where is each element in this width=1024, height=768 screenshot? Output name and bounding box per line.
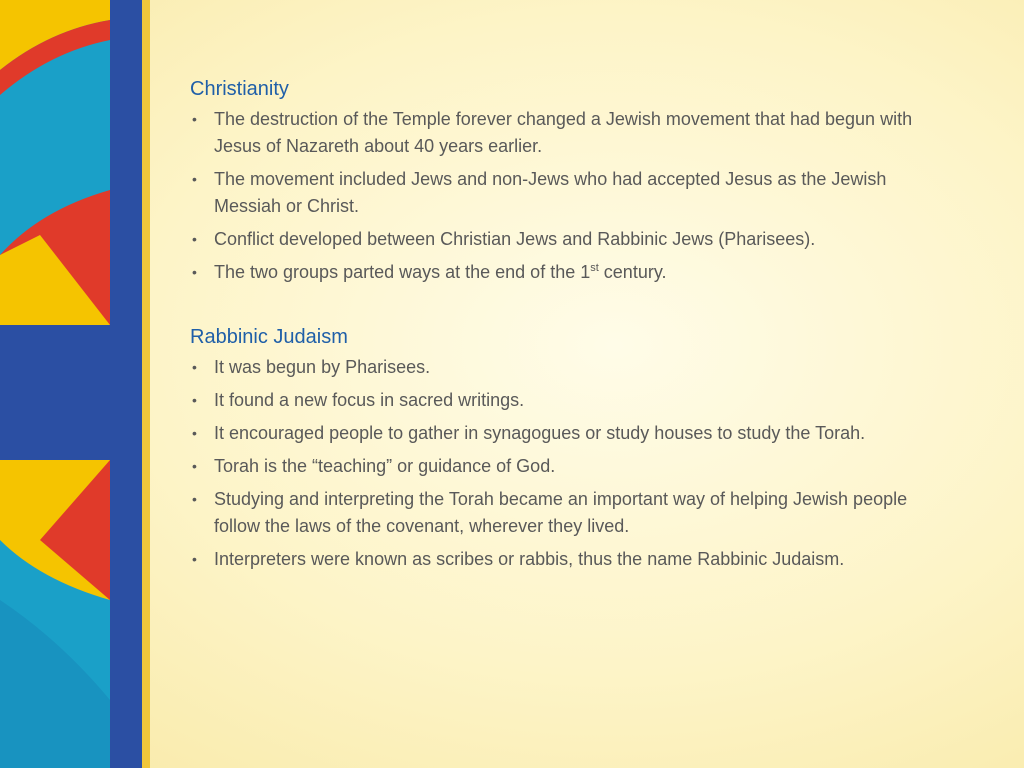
- list-item: • It was begun by Pharisees.: [190, 354, 950, 381]
- bullet-icon: •: [192, 171, 197, 187]
- list-item: • Studying and interpreting the Torah became an important way of helping Jewish people follow the laws of the covenant, wherever they lived.: [190, 486, 950, 540]
- list-item: • Conflict developed between Christian Jews and Rabbinic Jews (Pharisees).: [190, 226, 950, 253]
- list-item: • The destruction of the Temple forever changed a Jewish movement that had begun with Jesus of Nazareth about 40 years earlier.: [190, 106, 950, 160]
- bullet-icon: •: [192, 491, 197, 507]
- bullet-icon: •: [192, 551, 197, 567]
- bullet-list: [190, 354, 950, 573]
- decorative-sidebar-graphic: [0, 0, 150, 768]
- section-title: Rabbinic Judaism: [190, 326, 348, 348]
- bullet-list: [190, 106, 950, 286]
- bullet-icon: •: [192, 425, 197, 441]
- list-item: • It found a new focus in sacred writings.: [190, 387, 950, 414]
- bullet-icon: •: [192, 392, 197, 408]
- bullet-icon: •: [192, 111, 197, 127]
- bullet-icon: •: [192, 458, 197, 474]
- bullet-icon: •: [192, 359, 197, 375]
- section-christianity: [190, 76, 950, 286]
- list-item: • Interpreters were known as scribes or rabbis, thus the name Rabbinic Judaism.: [190, 546, 950, 573]
- list-item: • The movement included Jews and non-Jews who had accepted Jesus as the Jewish Messiah or Christ.: [190, 166, 950, 220]
- list-item: • Torah is the “teaching” or guidance of God.: [190, 453, 950, 480]
- list-item: • The two groups parted ways at the end of the 1st century.: [190, 259, 950, 286]
- section-rabbinic-judaism: [190, 324, 950, 573]
- bullet-icon: •: [192, 231, 197, 247]
- bullet-icon: •: [192, 264, 197, 280]
- list-item: • It encouraged people to gather in synagogues or study houses to study the Torah.: [190, 420, 950, 447]
- slide-content: [190, 76, 950, 579]
- section-title: Christianity: [190, 78, 289, 100]
